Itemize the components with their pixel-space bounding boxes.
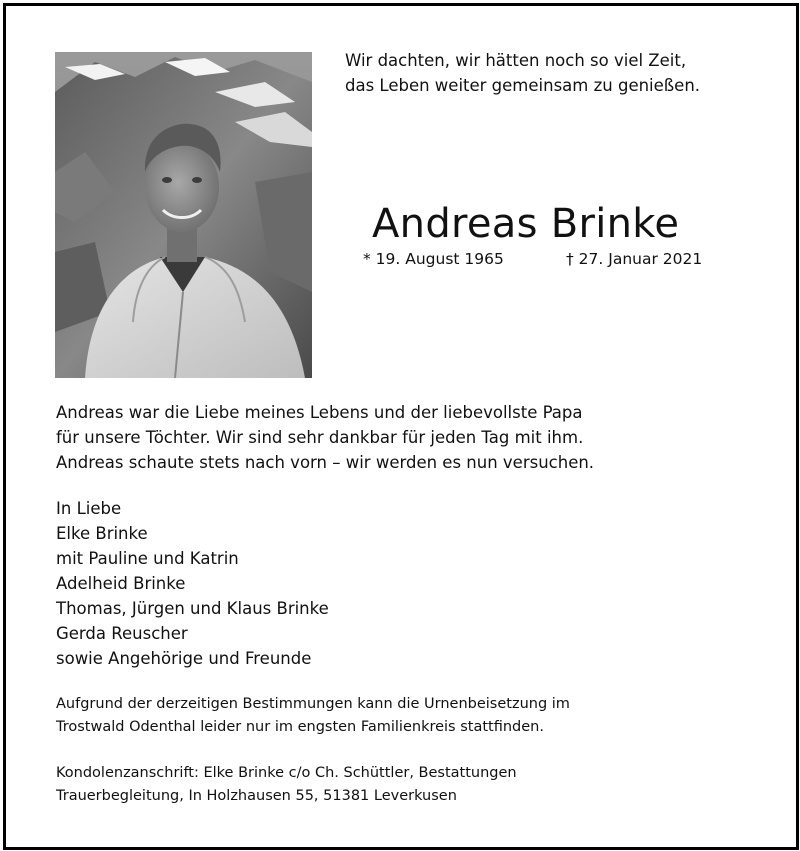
mourner-line: Elke Brinke [56,524,148,543]
tribute-line: Andreas war die Liebe meines Lebens und der liebevollste Papa [56,403,583,422]
birth-date: * 19. August 1965 [363,250,504,268]
condolence-address [56,762,517,808]
tribute-line: für unsere Töchter. Wir sind sehr dankbar für jeden Tag mit ihm. [56,428,584,447]
quote-line: Wir dachten, wir hätten noch so viel Zeit, [345,51,687,70]
mourner-line: Thomas, Jürgen und Klaus Brinke [56,599,329,618]
tribute-text [56,400,594,475]
mourner-line: Adelheid Brinke [56,574,186,593]
deceased-name: Andreas Brinke [372,201,680,247]
mourners-list [56,496,329,671]
condolence-line: Kondolenzanschrift: Elke Brinke c/o Ch. Schüttler, Bestattungen [56,765,517,781]
burial-notice [56,693,570,739]
portrait-photo [55,52,312,378]
tribute-line: Andreas schaute stets nach vorn – wir werden es nun versuchen. [56,453,595,472]
quote-line: das Leben weiter gemeinsam zu genießen. [345,76,701,95]
burial-line: Aufgrund der derzeitigen Bestimmungen kann die Urnenbeisetzung im [56,696,570,712]
death-date: † 27. Januar 2021 [566,250,703,268]
condolence-line: Trauerbegleitung, In Holzhausen 55, 51381 Leverkusen [56,788,457,804]
mourner-line: Gerda Reuscher [56,624,188,643]
opening-quote [345,48,700,98]
mourner-line: sowie Angehörige und Freunde [56,649,312,668]
mourner-line: mit Pauline und Katrin [56,549,239,568]
burial-line: Trostwald Odenthal leider nur im engsten Familienkreis stattfinden. [56,719,544,735]
mourner-line: In Liebe [56,499,122,518]
